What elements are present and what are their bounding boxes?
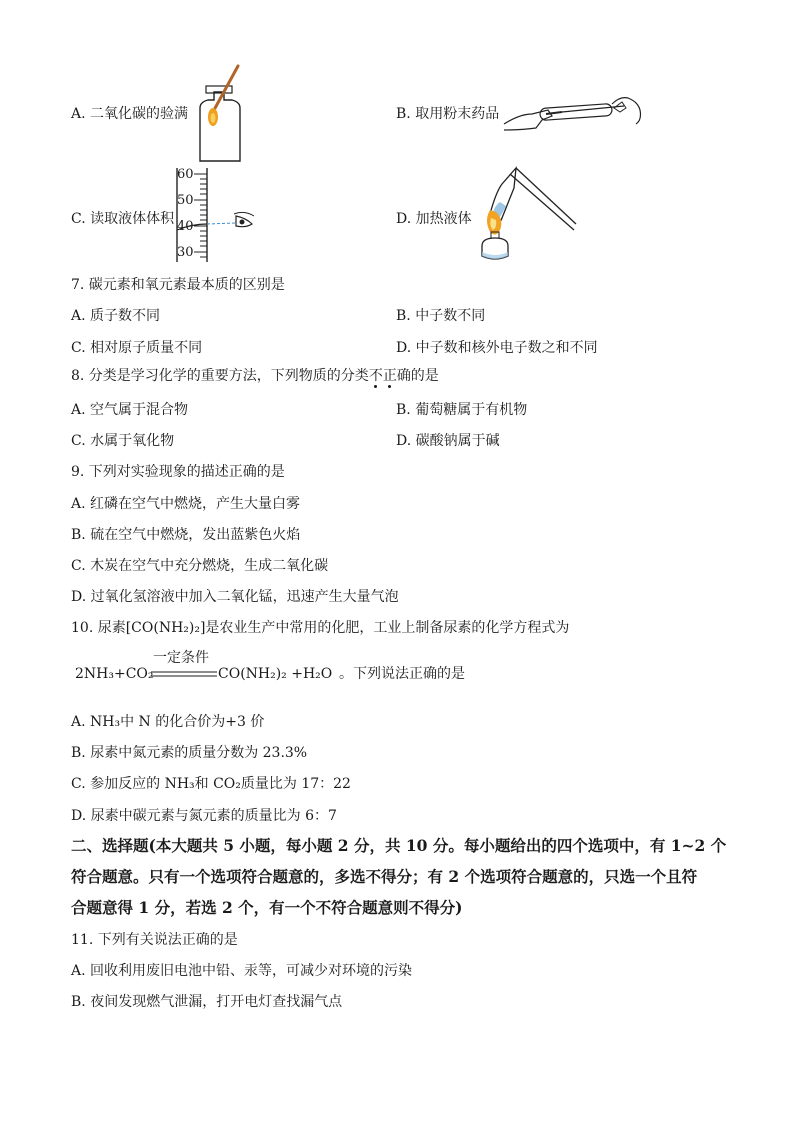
q8-emphasis-2: 正 bbox=[382, 368, 397, 384]
q8-emphasis-1: 不 bbox=[368, 368, 383, 384]
q11-stem: 11. 下列有关说法正确的是 bbox=[71, 932, 238, 948]
q6-option-b: B. 取用粉末药品 bbox=[396, 106, 500, 122]
q10-option-b: B. 尿素中氮元素的质量分数为 23.3% bbox=[71, 745, 308, 761]
co2-full-test-figure bbox=[192, 62, 247, 164]
q8-option-b: B. 葡萄糖属于有机物 bbox=[396, 402, 528, 418]
q10-eq-tail: 。下列说法正确的是 bbox=[339, 666, 465, 682]
equation-equals-sign bbox=[151, 670, 217, 678]
q8-stem-post: 确的是 bbox=[396, 368, 439, 384]
q7-option-a: A. 质子数不同 bbox=[71, 308, 161, 324]
section2-line3: 合题意得 1 分，若选 2 个，有一个不符合题意则不得分) bbox=[71, 898, 463, 917]
q9-option-b: B. 硫在空气中燃烧，发出蓝紫色火焰 bbox=[71, 527, 301, 543]
q8-option-c: C. 水属于氧化物 bbox=[71, 433, 175, 449]
section2-line1: 二、选择题(本大题共 5 小题，每小题 2 分，共 10 分。每小题给出的四个选项中，有 1~2 个 bbox=[71, 836, 727, 855]
q11-option-a: A. 回收利用废旧电池中铅、汞等，可减少对环境的污染 bbox=[71, 963, 413, 979]
powder-sampling-figure bbox=[502, 94, 644, 134]
q9-stem: 9. 下列对实验现象的描述正确的是 bbox=[71, 464, 285, 480]
heating-liquid-figure bbox=[476, 166, 578, 266]
q10-option-c: C. 参加反应的 NH₃和 CO₂质量比为 17：22 bbox=[71, 776, 351, 792]
q7-option-b: B. 中子数不同 bbox=[396, 308, 486, 324]
cylinder-tick-40: 40 bbox=[177, 219, 194, 234]
cylinder-tick-50: 50 bbox=[177, 193, 194, 208]
cylinder-tick-60: 60 bbox=[177, 167, 194, 182]
q8-stem bbox=[71, 367, 439, 385]
q9-option-a: A. 红磷在空气中燃烧，产生大量白雾 bbox=[71, 496, 301, 512]
q6-option-d: D. 加热液体 bbox=[396, 211, 472, 227]
section2-line2: 符合题意。只有一个选项符合题意的，多选不得分；有 2 个选项符合题意的，只选一个且符 bbox=[71, 867, 698, 886]
q10-eq-left: 2NH₃+CO₂ bbox=[75, 666, 154, 682]
q7-stem: 7. 碳元素和氧元素最本质的区别是 bbox=[71, 277, 285, 293]
q9-option-d: D. 过氧化氢溶液中加入二氧化锰，迅速产生大量气泡 bbox=[71, 589, 399, 605]
q10-option-d: D. 尿素中碳元素与氮元素的质量比为 6：7 bbox=[71, 808, 337, 824]
q8-option-d: D. 碳酸钠属于碱 bbox=[396, 433, 500, 449]
q7-option-c: C. 相对原子质量不同 bbox=[71, 340, 203, 356]
q6-option-c: C. 读取液体体积 bbox=[71, 211, 175, 227]
q8-option-a: A. 空气属于混合物 bbox=[71, 402, 189, 418]
q11-option-b: B. 夜间发现燃气泄漏，打开电灯查找漏气点 bbox=[71, 994, 343, 1010]
q6-option-a: A. 二氧化碳的验满 bbox=[71, 106, 189, 122]
q9-option-c: C. 木炭在空气中充分燃烧，生成二氧化碳 bbox=[71, 558, 329, 574]
q10-eq-right: CO(NH₂)₂ +H₂O bbox=[218, 666, 333, 682]
q10-option-a: A. NH₃中 N 的化合价为+3 价 bbox=[71, 714, 265, 730]
q8-stem-pre: 8. 分类是学习化学的重要方法，下列物质的分类 bbox=[71, 368, 369, 384]
cylinder-tick-30: 30 bbox=[177, 245, 194, 260]
q7-option-d: D. 中子数和核外电子数之和不同 bbox=[396, 340, 598, 356]
q10-eq-condition: 一定条件 bbox=[153, 650, 209, 666]
q10-stem: 10. 尿素[CO(NH₂)₂]是农业生产中常用的化肥，工业上制备尿素的化学方程式为 bbox=[71, 620, 570, 636]
